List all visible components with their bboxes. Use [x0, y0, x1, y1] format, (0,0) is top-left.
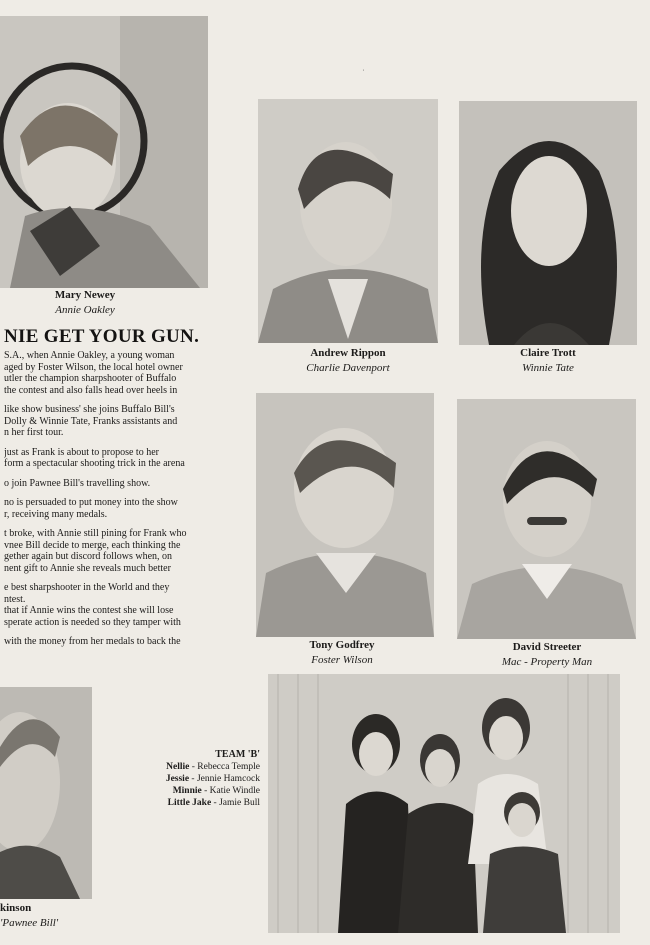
team-row: Minnie - Katie Windle	[172, 786, 260, 796]
cast-role: 'Pawnee Bill'	[0, 917, 59, 929]
team-row: Little Jake - Jamie Bull	[167, 798, 260, 808]
photo-david-streeter	[457, 399, 636, 639]
story-line: o join Pawnee Bill's travelling show.	[4, 477, 151, 489]
caption-claire-trott	[478, 346, 618, 376]
team-character: Jessie	[165, 774, 190, 784]
team-actor: Katie Windle	[209, 786, 260, 796]
team-character: Minnie	[172, 786, 202, 796]
cast-name: Mary Newey	[54, 289, 116, 301]
cast-name: kinson	[0, 902, 32, 914]
cast-role: Winnie Tate	[522, 362, 574, 374]
team-actor: Rebecca Temple	[197, 762, 260, 772]
team-actor: Jamie Bull	[219, 798, 260, 808]
team-row: Nellie - Rebecca Temple	[166, 762, 260, 772]
cast-role: Foster Wilson	[311, 654, 373, 666]
team-actor: Jennie Hamcock	[196, 774, 260, 784]
caption-david-streeter	[468, 640, 626, 670]
caption-mary-newey	[20, 288, 150, 318]
story-line: ntest.	[4, 593, 26, 605]
story-line: aged by Foster Wilson, the local hotel owner	[4, 361, 183, 373]
team-row: Jessie - Jennie Hamcock	[165, 774, 260, 784]
cast-name: David Streeter	[512, 641, 582, 653]
story-line: the contest and also falls head over heels in	[4, 384, 178, 396]
cast-name: Andrew Rippon	[310, 347, 386, 359]
caption-pawnee-bill	[0, 901, 70, 931]
story-line: t broke, with Annie still pining for Frank who	[4, 528, 187, 539]
photo-pawnee-bill	[0, 687, 92, 899]
cast-role: Annie Oakley	[55, 304, 115, 316]
cast-name: Claire Trott	[520, 347, 576, 359]
story-line: with the money from her medals to back the	[4, 636, 181, 647]
story-line: vnee Bill decide to merge, each thinking the	[4, 539, 181, 551]
photo-andrew-rippon	[258, 99, 438, 343]
cast-name: Tony Godfrey	[309, 639, 375, 651]
photo-team-b	[268, 674, 620, 933]
story-line: S.A., when Annie Oakley, a young woman	[4, 350, 175, 361]
story-headline: NIE GET YOUR GUN.	[4, 326, 200, 347]
story-line: form a spectacular shooting trick in the arena	[4, 458, 185, 469]
team-title: TEAM 'B'	[215, 749, 260, 760]
story-line: nent gift to Annie she reveals much better	[4, 562, 171, 574]
story-line: utler the champion sharpshooter of Buffalo	[4, 373, 177, 384]
story-line: Dolly & Winnie Tate, Franks assistants and	[4, 415, 178, 427]
story-text	[4, 350, 252, 648]
story-line: no is persuaded to put money into the show	[4, 497, 178, 508]
photo-tony-godfrey	[256, 393, 434, 637]
story-line: e best sharpshooter in the World and they	[4, 582, 170, 593]
team-character: Nellie	[166, 762, 190, 772]
story-line: r, receiving many medals.	[4, 508, 108, 520]
team-b-list	[140, 749, 260, 809]
story-line: sperate action is needed so they tamper with	[4, 616, 181, 628]
story-line: just as Frank is about to propose to her	[4, 446, 159, 458]
caption-andrew-rippon	[278, 346, 418, 376]
team-character: Little Jake	[167, 798, 212, 808]
caption-tony-godfrey	[272, 638, 412, 668]
story-line: n her first tour.	[4, 427, 64, 438]
photo-claire-trott	[459, 101, 637, 345]
cast-role: Mac - Property Man	[501, 656, 593, 668]
photo-mary-newey	[0, 16, 208, 288]
story-line: that if Annie wins the contest she will lose	[4, 605, 174, 616]
story-line: gether again but discord follows when, on	[4, 551, 173, 562]
cast-role: Charlie Davenport	[306, 362, 390, 374]
print-speck: ˙	[362, 68, 365, 77]
story-line: like show business' she joins Buffalo Bill's	[4, 404, 175, 415]
